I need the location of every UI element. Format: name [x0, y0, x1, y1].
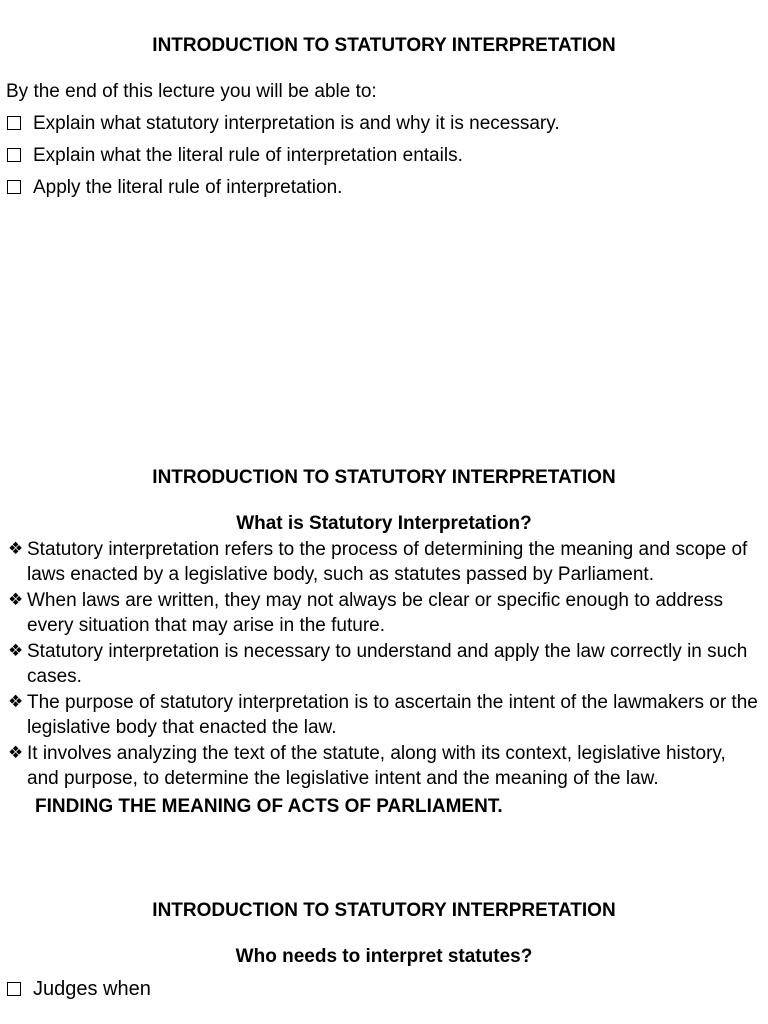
bullet-text: The purpose of statutory interpretation is to ascertain the intent of the lawmakers or the legislative body that enacted the law. — [27, 692, 758, 738]
objective-text: Explain what the literal rule of interpretation entails. — [33, 145, 463, 166]
slide-2 — [0, 466, 768, 819]
objective-text: Apply the literal rule of interpretation. — [33, 177, 343, 198]
four-diamond-bullet-icon: ❖ — [8, 590, 24, 610]
definition-bullets — [0, 537, 768, 791]
four-diamond-bullet-icon: ❖ — [8, 692, 24, 712]
objective-item — [0, 144, 768, 176]
slide-3 — [0, 899, 768, 1002]
slide-3-title: INTRODUCTION TO STATUTORY INTERPRETATION — [152, 900, 616, 921]
bullet-text: Statutory interpretation is necessary to understand and apply the law correctly in such cases. — [27, 641, 748, 687]
slide-1 — [0, 34, 768, 208]
slide-3-subtitle: Who needs to interpret statutes? — [235, 946, 533, 967]
objective-item — [0, 112, 768, 144]
objective-item — [0, 176, 768, 208]
bullet-item — [0, 588, 768, 638]
slide-2-title: INTRODUCTION TO STATUTORY INTERPRETATION — [152, 467, 616, 488]
bullet-item — [0, 690, 768, 740]
checkbox-square-icon — [7, 116, 21, 130]
four-diamond-bullet-icon: ❖ — [8, 539, 24, 559]
bullet-item — [0, 741, 768, 791]
interpreters-list — [0, 976, 768, 1002]
bullet-text: Statutory interpretation refers to the process of determining the meaning and scope of laws enacted by a legislative body, such as statutes passed by Parliament. — [27, 539, 748, 585]
bullet-item — [0, 639, 768, 689]
bullet-text: When laws are written, they may not always be clear or specific enough to address every situation that may arise in the future. — [27, 590, 723, 636]
objectives-list — [0, 112, 768, 208]
interpreter-item — [0, 976, 768, 1002]
slide-1-title: INTRODUCTION TO STATUTORY INTERPRETATION — [152, 35, 616, 56]
checkbox-square-icon — [7, 148, 21, 162]
objective-text: Explain what statutory interpretation is and why it is necessary. — [33, 113, 560, 134]
slide-1-intro: By the end of this lecture you will be able to: — [6, 81, 377, 102]
closing-heading: FINDING THE MEANING OF ACTS OF PARLIAMENT. — [35, 796, 503, 817]
four-diamond-bullet-icon: ❖ — [8, 743, 24, 763]
bullet-item — [0, 537, 768, 587]
bullet-text: It involves analyzing the text of the statute, along with its context, legislative history, and purpose, to determine the legislative intent and the meaning of the law. — [27, 743, 726, 789]
interpreter-text: Judges when — [33, 978, 151, 1000]
checkbox-square-icon — [7, 180, 21, 194]
checkbox-square-icon — [7, 982, 21, 996]
slide-2-subtitle: What is Statutory Interpretation? — [236, 513, 532, 534]
four-diamond-bullet-icon: ❖ — [8, 641, 24, 661]
